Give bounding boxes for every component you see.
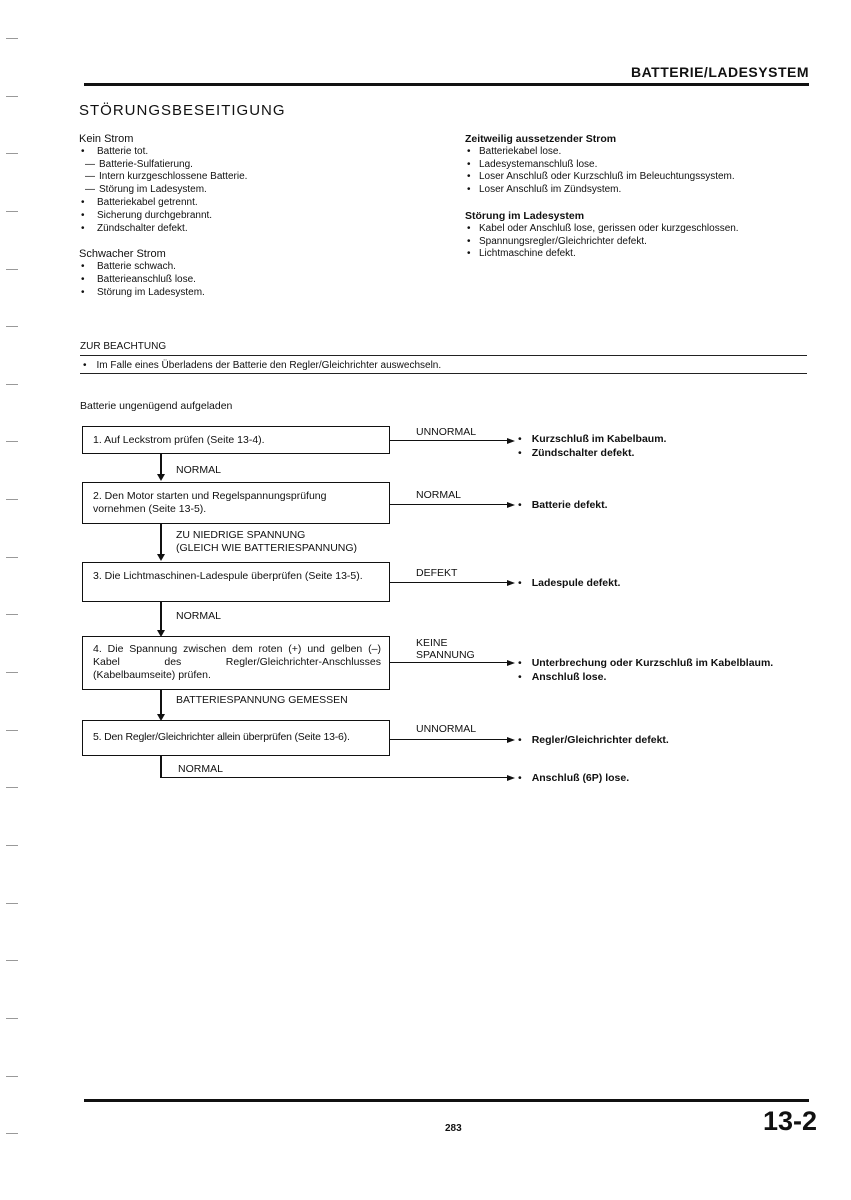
connector-label: BATTERIESPANNUNG GEMESSEN xyxy=(176,694,348,706)
group-heading: Schwacher Strom xyxy=(79,248,166,261)
arrow-right-icon xyxy=(507,660,515,666)
group-heading: Zeitweilig aussetzender Strom xyxy=(465,133,617,145)
arrow-right-icon xyxy=(507,502,515,508)
list-item: • Ladesystemanschluß lose. xyxy=(465,159,810,172)
header-rule xyxy=(84,83,809,86)
branch-arrow-line xyxy=(390,739,508,740)
branch-arrow-line xyxy=(390,662,508,663)
connector-label: NORMAL xyxy=(176,610,221,622)
flow-step-3: 3. Die Lichtmaschinen-Ladespule überprüfen (Seite 13-5). xyxy=(82,562,390,602)
flow-step-4: 4. Die Spannung zwischen dem roten (+) und gelben (–) Kabel des Regler/Gleichrichter-Anschlusses (Kabelbaumseite) prüfen. xyxy=(82,636,390,690)
right-column xyxy=(465,133,810,261)
sub-list-item: — Batterie-Sulfatierung. xyxy=(79,159,439,172)
result-list xyxy=(518,656,773,684)
note-label: ZUR BEACHTUNG xyxy=(80,341,167,352)
list-item: • Batterieanschluß lose. xyxy=(79,274,439,287)
connector-line xyxy=(160,756,162,778)
list-item: • Störung im Ladesystem. xyxy=(79,287,439,300)
result-item: • Anschluß (6P) lose. xyxy=(518,771,629,785)
result-item: • Regler/Gleichrichter defekt. xyxy=(518,733,669,747)
arrow-down-icon xyxy=(157,474,165,481)
arrow-right-icon xyxy=(507,438,515,444)
result-list xyxy=(518,432,666,460)
arrow-right-icon xyxy=(507,580,515,586)
branch-label: UNNORMAL xyxy=(416,426,477,438)
arrow-right-icon xyxy=(507,737,515,743)
branch-label: NORMAL xyxy=(416,489,461,501)
result-list xyxy=(518,771,629,785)
list-item: • Batteriekabel lose. xyxy=(465,146,810,159)
sub-list-item: — Intern kurzgeschlossene Batterie. xyxy=(79,171,439,184)
footer-rule xyxy=(84,1099,809,1102)
list-item: • Batteriekabel getrennt. xyxy=(79,197,439,210)
branch-label: DEFEKT xyxy=(416,567,458,579)
left-column xyxy=(79,133,439,300)
bullet-list xyxy=(79,261,439,299)
branch-label: UNNORMAL xyxy=(416,723,477,735)
arrow-down-icon xyxy=(157,554,165,561)
list-item: • Loser Anschluß oder Kurzschluß im Beleuchtungssystem. xyxy=(465,171,810,184)
bullet-list xyxy=(465,223,810,261)
result-list xyxy=(518,576,620,590)
list-item: • Spannungsregler/Gleichrichter defekt. xyxy=(465,236,810,249)
connector-line xyxy=(160,602,162,632)
connector-label: NORMAL xyxy=(176,464,221,476)
note-rule-bottom xyxy=(80,373,807,374)
branch-label: KEINE SPANNUNG xyxy=(416,637,475,661)
result-item: • Batterie defekt. xyxy=(518,498,608,512)
header-title: BATTERIE/LADESYSTEM xyxy=(630,64,809,80)
connector-label: ZU NIEDRIGE SPANNUNG xyxy=(176,529,306,541)
list-item: • Sicherung durchgebrannt. xyxy=(79,210,439,223)
list-item: • Lichtmaschine defekt. xyxy=(465,248,810,261)
bullet-list xyxy=(79,146,439,236)
group-heading: Kein Strom xyxy=(79,133,134,145)
result-item: • Unterbrechung oder Kurzschluß im Kabelblaum. xyxy=(518,656,773,670)
connector-label: (GLEICH WIE BATTERIESPANNUNG) xyxy=(176,542,358,554)
section-number: 13-2 xyxy=(762,1106,817,1136)
flowchart-title: Batterie ungenügend aufgeladen xyxy=(80,400,233,412)
connector-label: NORMAL xyxy=(178,763,223,775)
result-item: • Anschluß lose. xyxy=(518,670,773,684)
group-heading: Störung im Ladesystem xyxy=(465,209,585,222)
branch-arrow-line xyxy=(390,504,508,505)
flow-step-5: 5. Den Regler/Gleichrichter allein überprüfen (Seite 13-6). xyxy=(82,720,390,756)
list-item: • Kabel oder Anschluß lose, gerissen oder kurzgeschlossen. xyxy=(465,223,810,236)
note-rule-top xyxy=(80,355,807,356)
result-item: • Kurzschluß im Kabelbaum. xyxy=(518,432,666,446)
branch-arrow-line xyxy=(390,582,508,583)
result-list xyxy=(518,498,608,512)
section-title: STÖRUNGSBESEITIGUNG xyxy=(79,102,286,119)
list-item: • Loser Anschluß im Zündsystem. xyxy=(465,184,810,197)
list-item: • Batterie schwach. xyxy=(79,261,439,274)
result-item: • Zündschalter defekt. xyxy=(518,446,666,460)
result-item: • Ladespule defekt. xyxy=(518,576,620,590)
connector-line xyxy=(160,454,162,476)
page-number: 283 xyxy=(445,1123,462,1134)
final-arrow-line xyxy=(160,777,508,778)
branch-arrow-line xyxy=(390,440,508,441)
connector-line xyxy=(160,524,162,556)
list-item: • Batterie tot. xyxy=(79,146,439,159)
note-text: • Im Falle eines Überladens der Batterie den Regler/Gleichrichter auswechseln. xyxy=(80,360,441,371)
arrow-right-icon xyxy=(507,775,515,781)
sub-list-item: — Störung im Ladesystem. xyxy=(79,184,439,197)
bullet-list xyxy=(465,146,810,197)
list-item: • Zündschalter defekt. xyxy=(79,223,439,236)
result-list xyxy=(518,733,669,747)
flow-step-2: 2. Den Motor starten und Regelspannungsprüfung vornehmen (Seite 13-5). xyxy=(82,482,390,524)
connector-line xyxy=(160,690,162,716)
flow-step-1: 1. Auf Leckstrom prüfen (Seite 13-4). xyxy=(82,426,390,454)
